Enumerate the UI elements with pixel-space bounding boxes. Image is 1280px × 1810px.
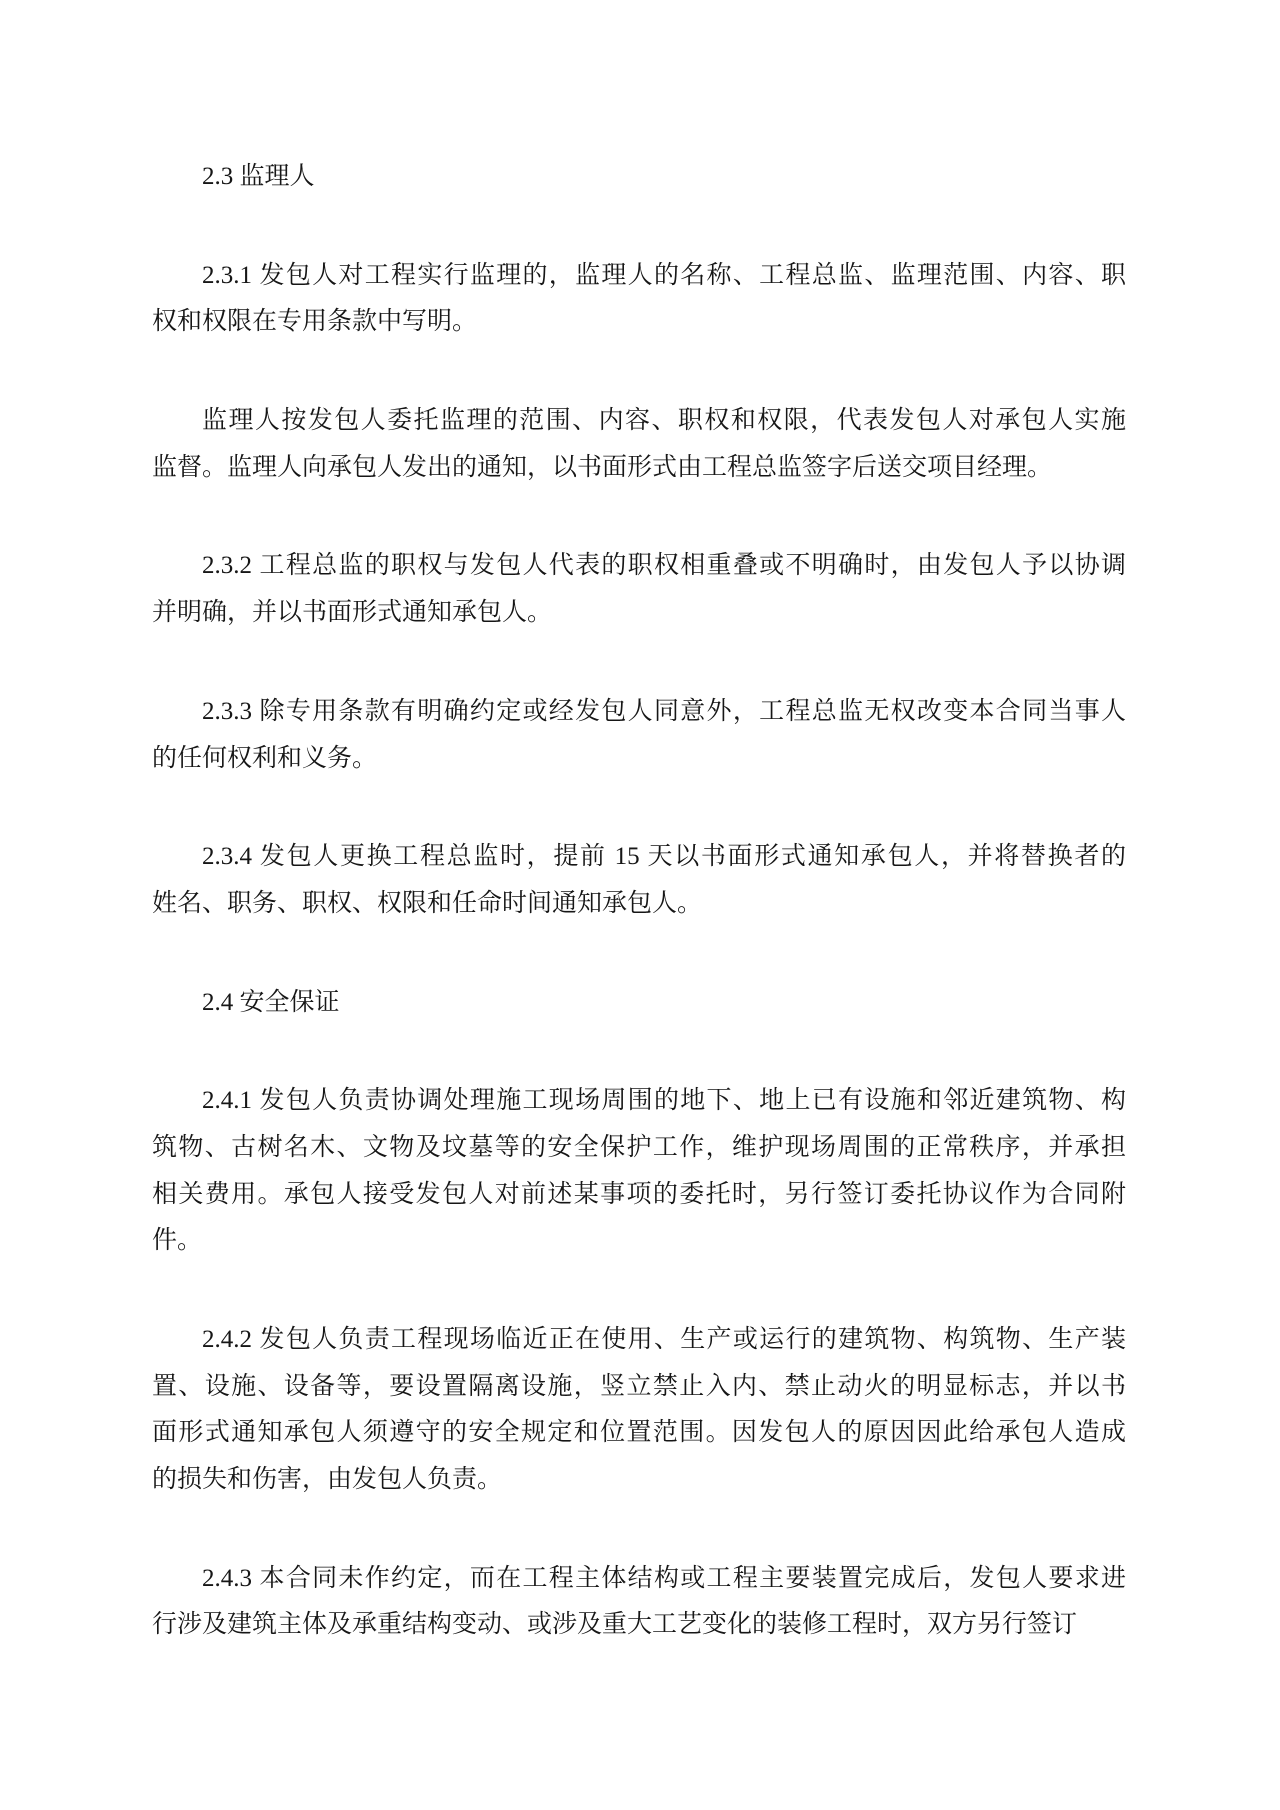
clause-2-4-1 bbox=[152, 1078, 1126, 1265]
section-heading-text: 2.4 安全保证 bbox=[202, 988, 340, 1016]
heading-2-4 bbox=[152, 980, 1126, 1027]
text-line: 2.3.1 发包人对工程实行监理的，监理人的名称、工程总监、监理范围、内容、职 bbox=[202, 261, 1126, 289]
clause-2-3-1 bbox=[152, 253, 1126, 346]
text-line: 筑物、古树名木、文物及坟墓等的安全保护工作，维护现场周围的正常秩序，并承担 bbox=[152, 1133, 1126, 1161]
heading-2-3 bbox=[152, 154, 1126, 201]
clause-2-3-4 bbox=[152, 834, 1126, 927]
text-line: 相关费用。承包人接受发包人对前述某事项的委托时，另行签订委托协议作为合同附 bbox=[152, 1180, 1126, 1208]
clause-2-4-3 bbox=[152, 1556, 1126, 1649]
text-line: 2.4.3 本合同未作约定，而在工程主体结构或工程主要装置完成后，发包人要求进 bbox=[202, 1564, 1126, 1592]
clause-2-3-3 bbox=[152, 689, 1126, 782]
text-line: 并明确，并以书面形式通知承包人。 bbox=[152, 599, 553, 627]
text-line: 姓名、职务、职权、权限和任命时间通知承包人。 bbox=[152, 889, 703, 917]
clause-supervisor-scope bbox=[152, 398, 1126, 491]
clause-2-4-2 bbox=[152, 1317, 1126, 1504]
text-line: 监督。监理人向承包人发出的通知，以书面形式由工程总监签字后送交项目经理。 bbox=[152, 453, 1053, 481]
text-line: 件。 bbox=[152, 1227, 203, 1255]
text-line: 的损失和伤害，由发包人负责。 bbox=[152, 1466, 503, 1494]
text-line: 权和权限在专用条款中写明。 bbox=[152, 308, 478, 336]
text-line: 的任何权利和义务。 bbox=[152, 744, 378, 772]
text-line: 监理人按发包人委托监理的范围、内容、职权和权限，代表发包人对承包人实施 bbox=[202, 407, 1126, 435]
text-line: 置、设施、设备等，要设置隔离设施，竖立禁止入内、禁止动火的明显标志，并以书 bbox=[152, 1372, 1126, 1400]
section-heading-text: 2.3 监理人 bbox=[202, 163, 315, 190]
clause-2-3-2 bbox=[152, 543, 1126, 636]
document-content bbox=[152, 154, 1126, 1649]
text-line: 面形式通知承包人须遵守的安全规定和位置范围。因发包人的原因因此给承包人造成 bbox=[152, 1419, 1126, 1447]
text-line: 2.4.2 发包人负责工程现场临近正在使用、生产或运行的建筑物、构筑物、生产装 bbox=[202, 1326, 1126, 1353]
text-line: 2.4.1 发包人负责协调处理施工现场周围的地下、地上已有设施和邻近建筑物、构 bbox=[202, 1087, 1126, 1115]
text-line: 2.3.2 工程总监的职权与发包人代表的职权相重叠或不明确时，由发包人予以协调 bbox=[202, 552, 1126, 580]
text-line: 2.3.4 发包人更换工程总监时，提前 15 天以书面形式通知承包人，并将替换者的 bbox=[202, 843, 1126, 871]
text-line: 行涉及建筑主体及承重结构变动、或涉及重大工艺变化的装修工程时，双方另行签订 bbox=[152, 1611, 1078, 1639]
text-line: 2.3.3 除专用条款有明确约定或经发包人同意外，工程总监无权改变本合同当事人 bbox=[202, 697, 1126, 725]
